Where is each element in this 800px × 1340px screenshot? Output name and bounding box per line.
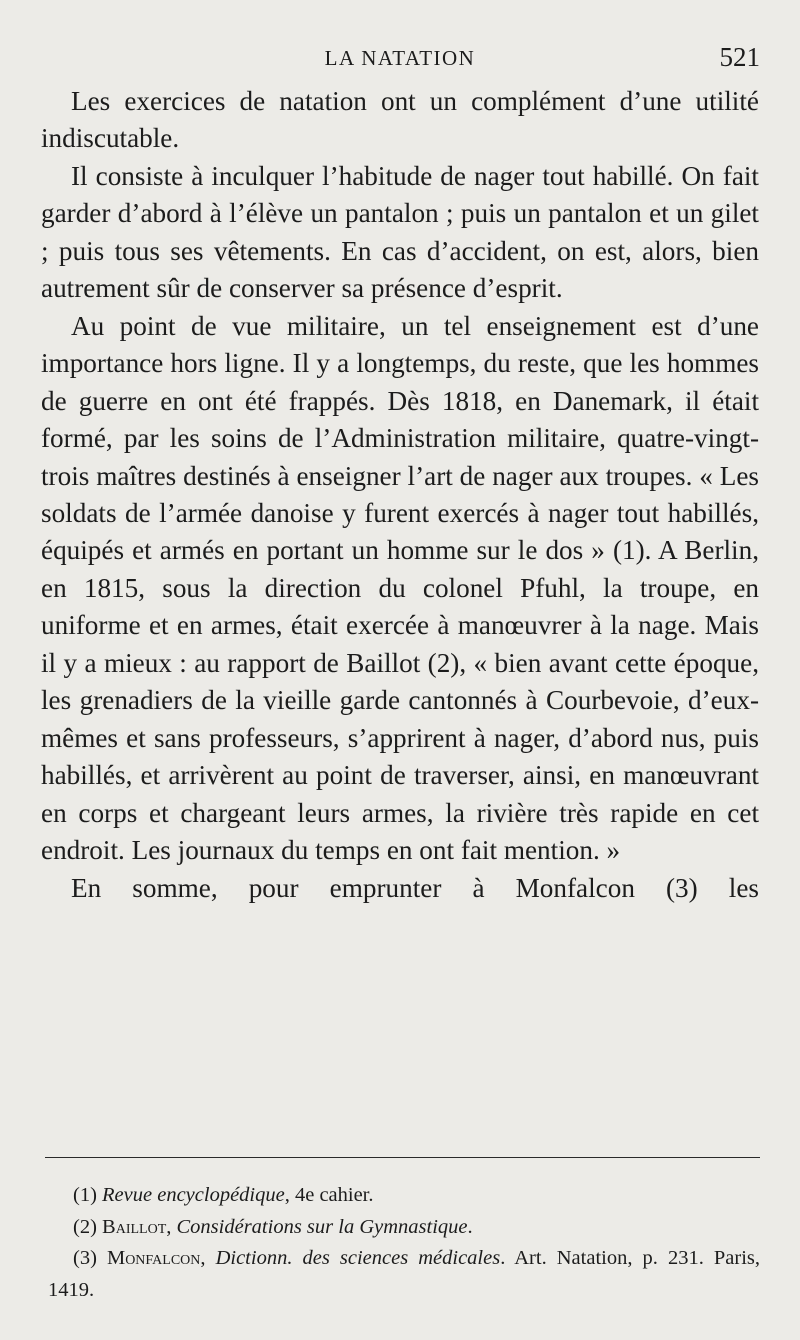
page-header [40, 42, 760, 78]
footnote-marker: (3) [73, 1247, 97, 1269]
footnote-author: Monfalcon [106, 1247, 201, 1269]
footnote-title: Revue encyclopédique [102, 1184, 285, 1206]
running-title: LA NATATION [324, 46, 476, 70]
footnote-3: (3) Monfalcon, Dictionn. des sciences médicales. Art. Natation, p. 231. Paris, 1419. [48, 1247, 761, 1301]
footnote-rest: . Art. Natation, p. 231. Paris, 1419. [48, 1247, 761, 1301]
footnote-title: Dictionn. des sciences médicales [215, 1247, 501, 1269]
page-number: 521 [719, 42, 760, 72]
footnotes [48, 1180, 760, 1306]
paragraph-3: Au point de vue militaire, un tel enseignement est d’une importance hors ligne. Il y a longtemps, du reste, que les hommes de guerre en ont été frappés. Dès 1818, en Danemark, il était formé, par les soins de l’Administration militaire, quatre-vingt-trois maîtres destinés à enseigner l’art de nager aux troupes. « Les soldats de l’armée danoise y furent exercés à nager tout habillés, équipés et armés en portant un homme sur le dos » (1). A Berlin, en 1815, sous la direction du colonel Pfuhl, la troupe, en uniforme et en armes, était exercée à manœuvrer à la nage. Mais il y a mieux : au rapport de Baillot (2), « bien avant cette époque, les grenadiers de la vieille garde cantonnés à Courbevoie, d’eux-mêmes et sans professeurs, s’apprirent à nager, d’abord nus, puis habillés, et arrivèrent au point de traverser, ainsi, en manœuvrant en corps et chargeant leurs armes, la rivière très rapide en cet endroit. Les journaux du temps en ont fait mention. » [41, 310, 759, 866]
footnote-1 [48, 1180, 760, 1212]
footnote-rest: . [467, 1215, 473, 1238]
footnote-separator [45, 1157, 760, 1158]
footnote-author: Baillot [102, 1215, 167, 1238]
footnote-2: (2) Baillot, Considérations sur la Gymnastique. [73, 1215, 473, 1238]
footnote-marker: (2) [73, 1215, 97, 1238]
footnote-title: Considérations sur la Gymnastique [176, 1215, 468, 1238]
paragraph-2: Il consiste à inculquer l’habitude de nager tout habillé. On fait garder d’abord à l’élève un pantalon ; puis un pantalon et un gilet ; puis tous ses vêtements. En cas d’accident, on est, alors, bien autrement sûr de conserver sa présence d’esprit. [41, 160, 759, 304]
body-text [41, 83, 759, 907]
paragraph-4: En somme, pour emprunter à Monfalcon (3) les [71, 872, 759, 903]
paragraph-1: Les exercices de natation ont un complément d’une utilité indiscutable. [41, 86, 759, 154]
footnote-marker: (1) [73, 1184, 97, 1206]
footnote-rest: , 4e cahier. [284, 1184, 374, 1206]
